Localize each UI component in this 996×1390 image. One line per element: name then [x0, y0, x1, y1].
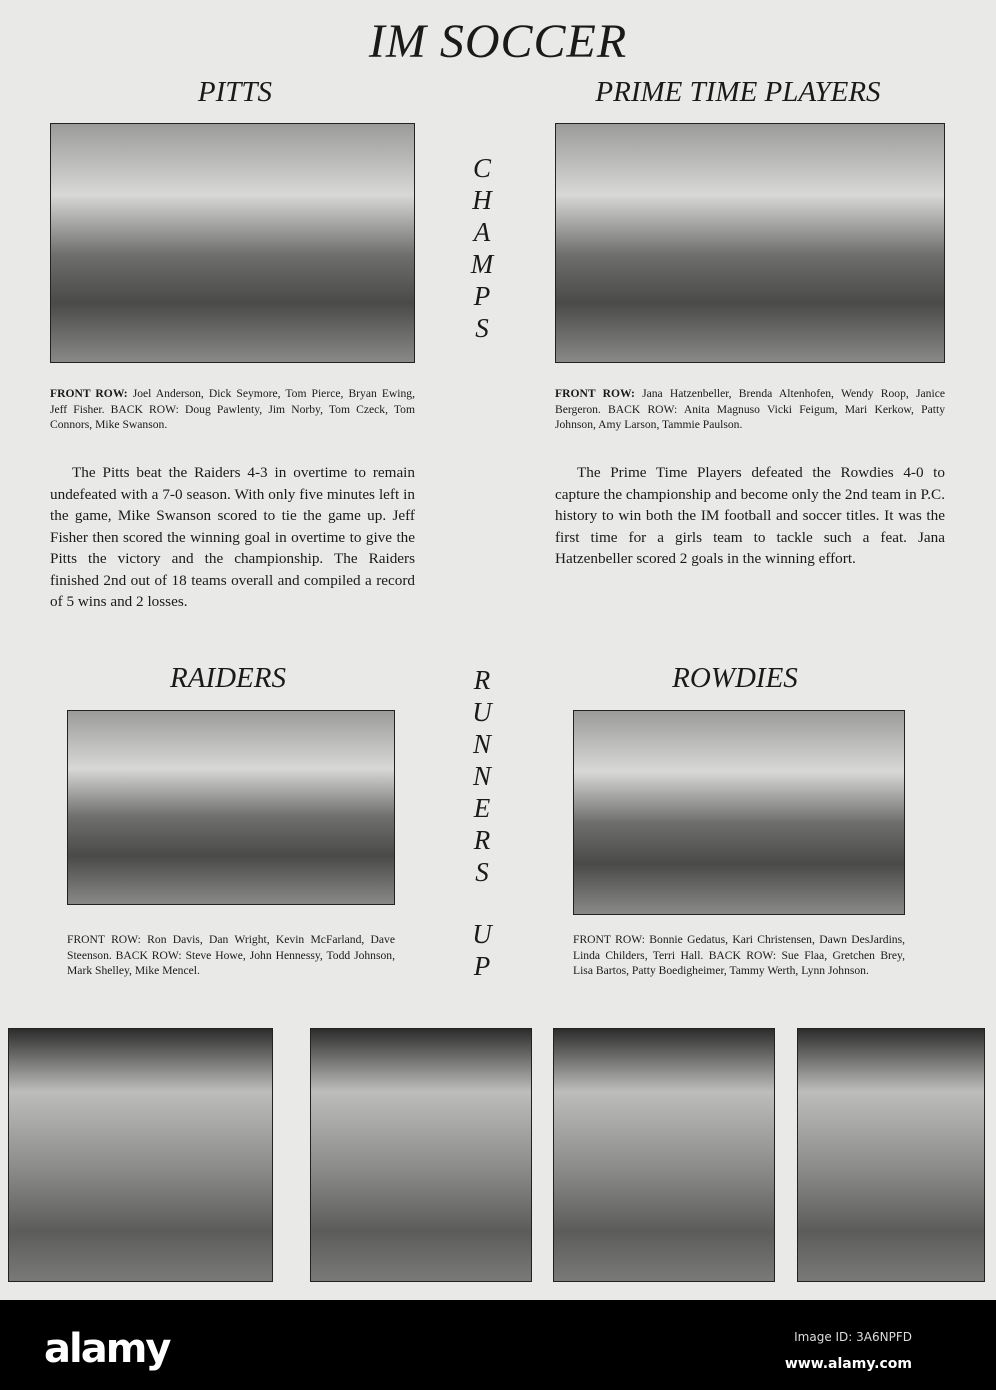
letter: U — [472, 697, 492, 727]
action-photo-4 — [797, 1028, 985, 1282]
image-id: Image ID: 3A6NPFD — [794, 1330, 912, 1344]
site-url: www.alamy.com — [784, 1356, 912, 1372]
prime-time-caption — [555, 386, 945, 433]
prime-time-story: The Prime Time Players defeated the Rowdies 4-0 to capture the championship and become only the 2nd team in P.C. history to win both the IM football and soccer titles. It was the first time for a girls team to tackle such a feat. Jana Hatzenbeller scored 2 goals in the winning effort. — [555, 464, 945, 567]
caption-label: FRONT ROW: — [555, 387, 635, 400]
team-name-rowdies: ROWDIES — [672, 662, 798, 694]
raiders-team-photo — [67, 710, 395, 905]
caption-text: Joel Anderson, Dick Seymore, Tom Pierce, Bryan Ewing, Jeff Fisher. BACK ROW: Doug Pawlenty, Jim Norby, Tom Czeck, Tom Connors, Mike Swanson. — [50, 387, 415, 431]
rowdies-caption: FRONT ROW: Bonnie Gedatus, Kari Christensen, Dawn DesJardins, Linda Childers, Terri Hall. BACK ROW: Sue Flaa, Gretchen Brey, Lisa Bartos, Patty Boedigheimer, Tammy Werth, Lynn Johnson. — [573, 933, 905, 977]
letter: S — [475, 313, 489, 343]
caption-text: Jana Hatzenbeller, Brenda Altenhofen, Wendy Roop, Janice Bergeron. BACK ROW: Anita Magnuso Vicki Feigum, Mari Kerkow, Patty Johnson, Amy Larson, Tammie Paulson. — [555, 387, 945, 431]
action-photo-2 — [310, 1028, 532, 1282]
letter: P — [473, 281, 491, 311]
champs-vertical-label — [462, 152, 502, 344]
letter: H — [472, 185, 492, 215]
letter: P — [473, 951, 491, 981]
pitts-story: The Pitts beat the Raiders 4-3 in overtime to remain undefeated with a 7-0 season. With only five minutes left in the game, Mike Swanson scored to tie the game up. Jeff Fisher then scored the winning goal in overtime to give the Pitts the victory and the championship. The Raiders finished 2nd out of 18 teams overall and compiled a record of 5 wins and 2 losses. — [50, 464, 415, 610]
runners-up-vertical-label — [462, 664, 502, 982]
prime-time-players-team-photo — [555, 123, 945, 363]
team-name-raiders: RAIDERS — [170, 662, 286, 694]
alamy-logo: alamy — [44, 1326, 170, 1372]
letter: E — [473, 793, 491, 823]
caption-label: FRONT ROW: — [50, 387, 128, 400]
letter: U — [472, 919, 492, 949]
letter: N — [472, 761, 491, 791]
page-title: IM SOCCER — [368, 15, 628, 68]
team-name-prime-time-players: PRIME TIME PLAYERS — [595, 76, 881, 108]
letter: R — [473, 825, 491, 855]
team-name-pitts: PITTS — [197, 76, 273, 108]
letter: R — [473, 665, 491, 695]
action-photo-1 — [8, 1028, 273, 1282]
letter: M — [470, 249, 494, 279]
pitts-caption — [50, 386, 415, 433]
pitts-team-photo — [50, 123, 415, 363]
letter: S — [475, 857, 489, 887]
rowdies-team-photo — [573, 710, 905, 915]
raiders-caption: FRONT ROW: Ron Davis, Dan Wright, Kevin McFarland, Dave Steenson. BACK ROW: Steve Howe, John Hennessy, Todd Johnson, Mark Shelley, Mike Mencel. — [67, 933, 395, 977]
action-photo-3 — [553, 1028, 775, 1282]
watermark-footer — [0, 1300, 996, 1390]
letter: A — [473, 217, 491, 247]
letter: C — [472, 153, 491, 183]
letter: N — [472, 729, 491, 759]
